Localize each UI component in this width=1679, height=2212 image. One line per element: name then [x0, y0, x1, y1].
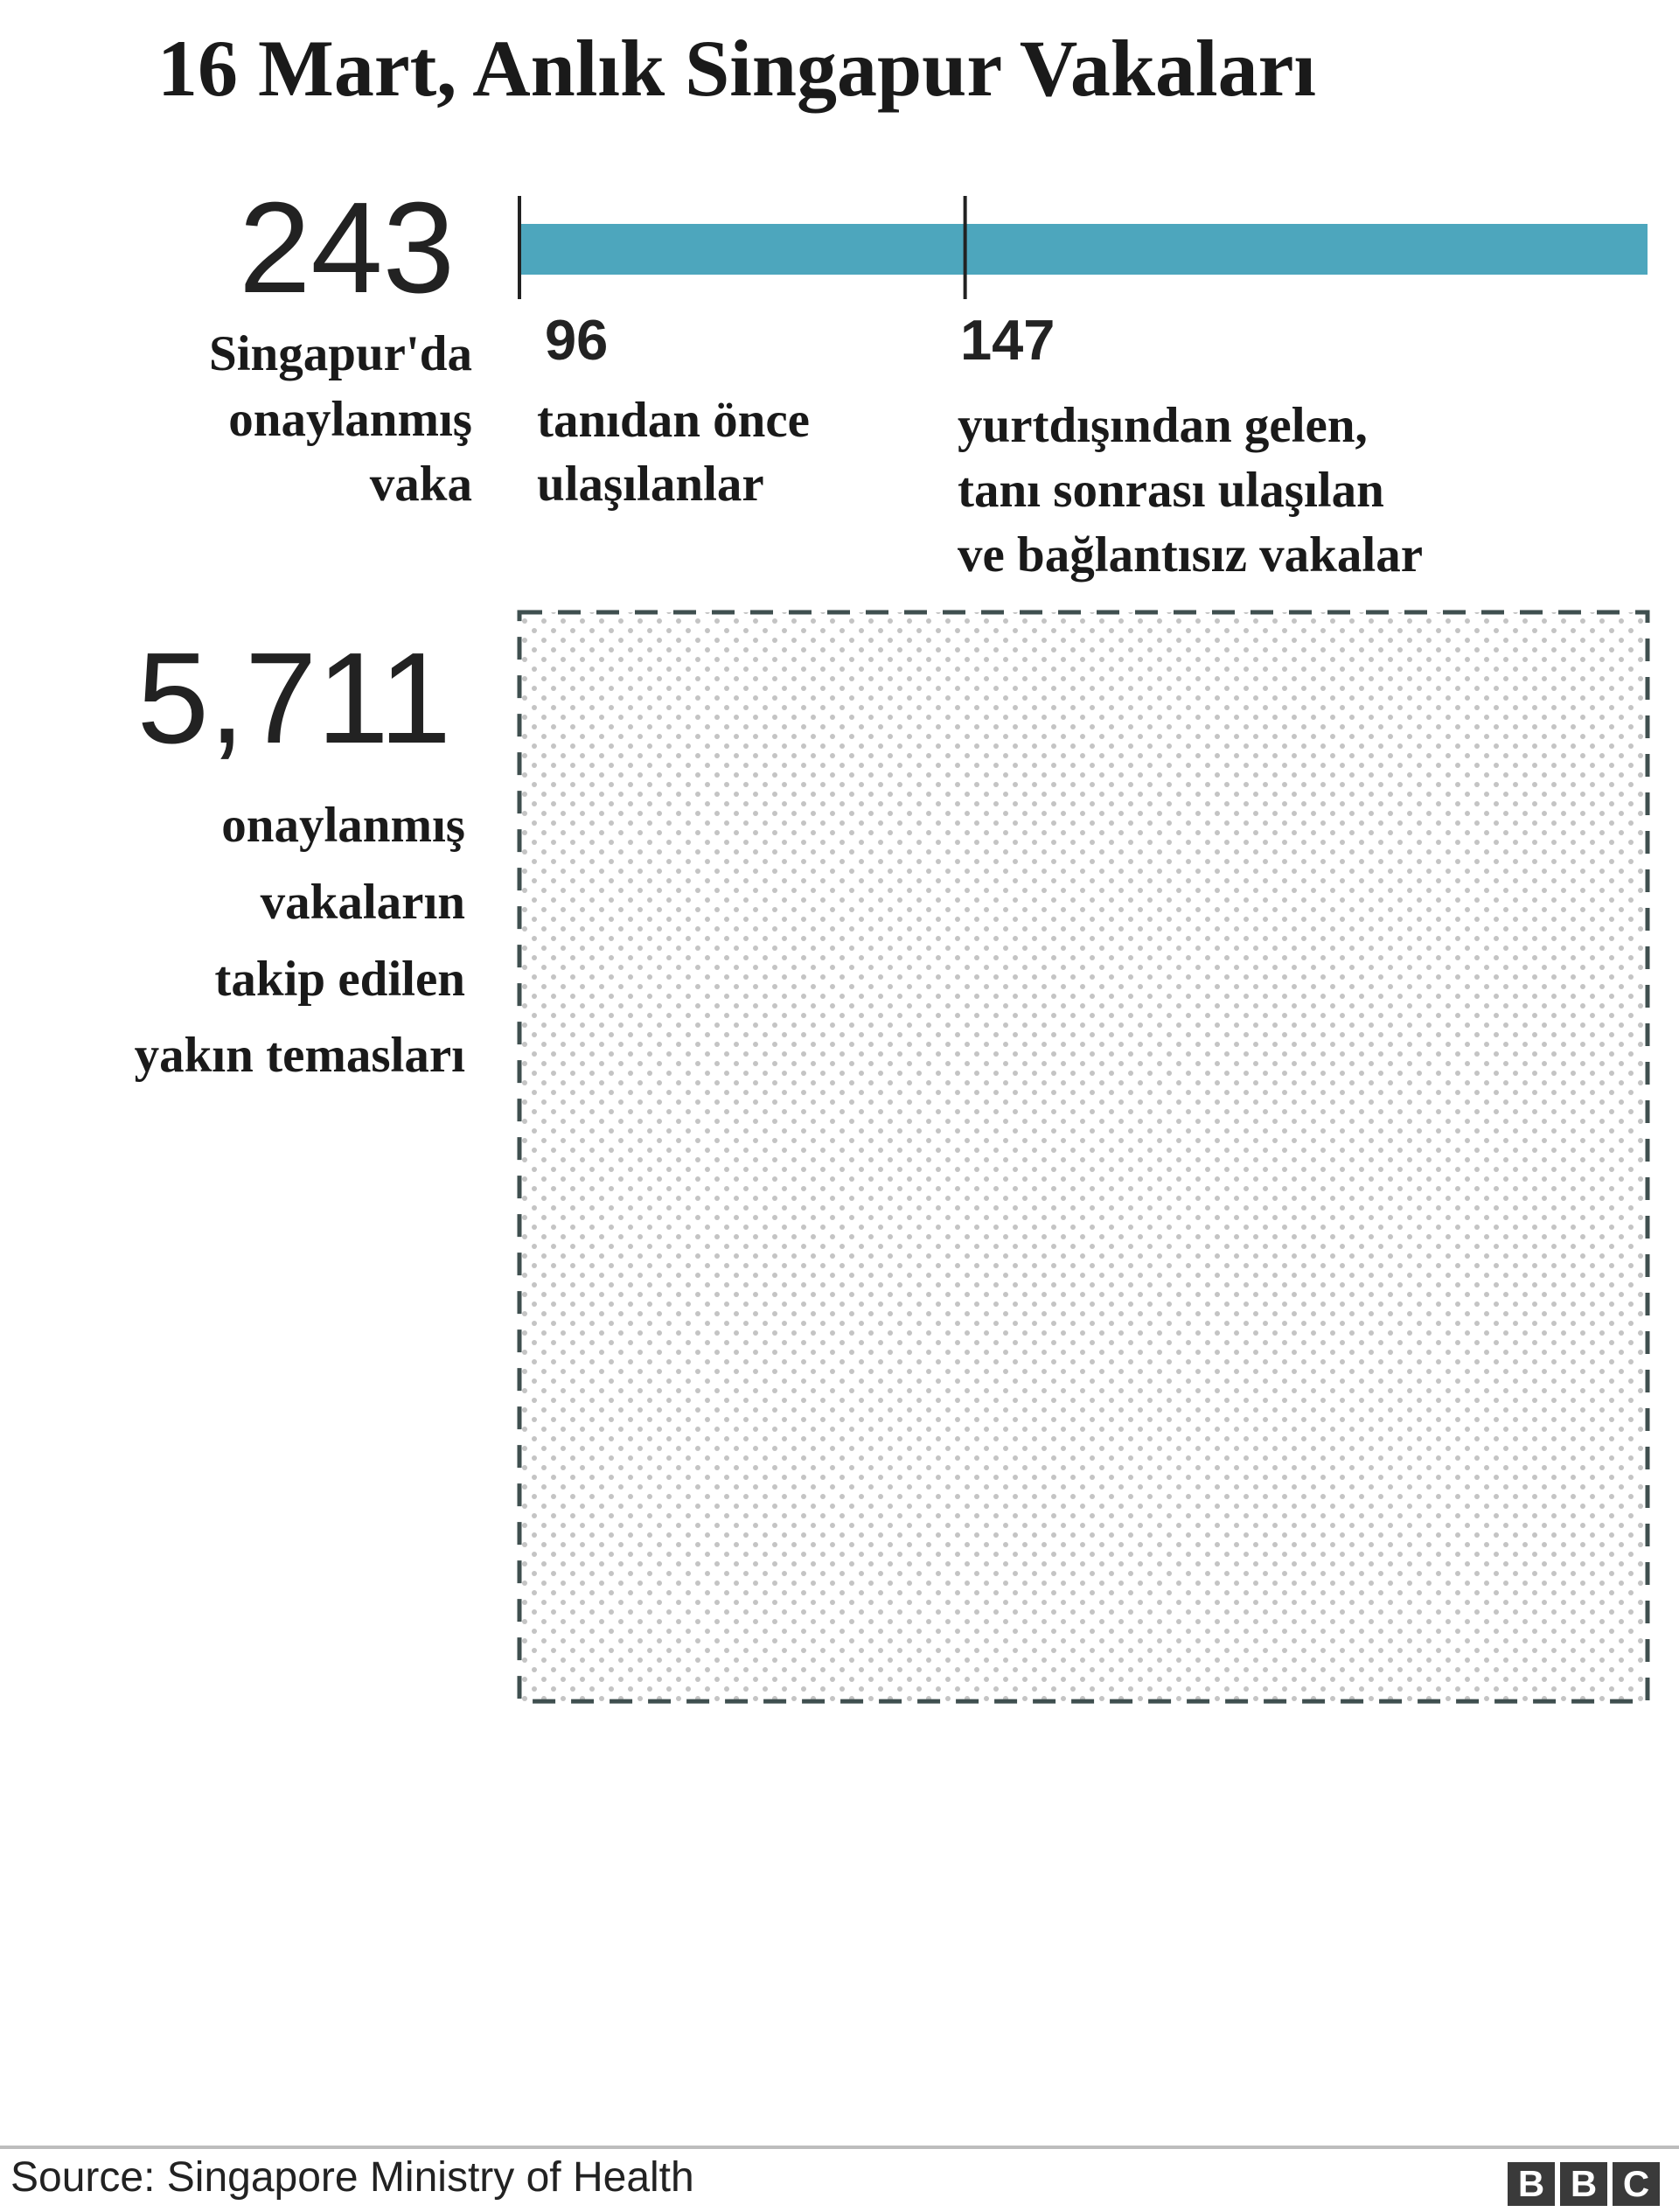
contacts-label-line: vakaların — [260, 874, 465, 930]
segment-label-line: ve bağlantısız vakalar — [958, 527, 1424, 583]
source-note: Source: Singapore Ministry of Health — [10, 2154, 694, 2201]
bbc-logo-letter: C — [1613, 2162, 1660, 2206]
total-label-line: Singapur'da — [209, 326, 472, 381]
segment-tick-1 — [518, 196, 521, 299]
contacts-label — [135, 787, 465, 1094]
footer-divider — [0, 2146, 1679, 2149]
chart-title: 16 Mart, Anlık Singapur Vakaları — [157, 24, 1316, 113]
segment-tick-2 — [964, 196, 967, 299]
total-label-line: vaka — [369, 457, 472, 513]
segment-label-line: ulaşılanlar — [537, 456, 764, 512]
bar-segment-2 — [965, 224, 1648, 275]
contacts-label-line: onaylanmış — [221, 798, 465, 853]
segment-label-line: yurtdışından gelen, — [958, 398, 1368, 453]
bbc-logo-letter: B — [1560, 2162, 1607, 2206]
total-cases-value: 243 — [239, 176, 455, 320]
total-label-line: onaylanmış — [228, 391, 472, 447]
segment-value-other: 147 — [960, 308, 1055, 372]
bbc-logo-letter: B — [1508, 2162, 1555, 2206]
stacked-bar — [518, 196, 1648, 299]
contacts-value: 5,711 — [136, 626, 451, 771]
bbc-logo — [1508, 2162, 1660, 2206]
contacts-area — [519, 612, 1648, 1701]
bar-segment-1 — [519, 224, 965, 275]
segment-label-line: tanı sonrası ulaşılan — [958, 463, 1384, 519]
segment-value-traced: 96 — [545, 308, 609, 372]
contacts-label-line: yakın temasları — [134, 1028, 465, 1084]
contacts-label-line: takip edilen — [214, 951, 465, 1007]
segment-label-other — [958, 394, 1423, 588]
segment-label-traced — [537, 389, 810, 517]
segment-label-line: tanıdan önce — [537, 393, 810, 448]
